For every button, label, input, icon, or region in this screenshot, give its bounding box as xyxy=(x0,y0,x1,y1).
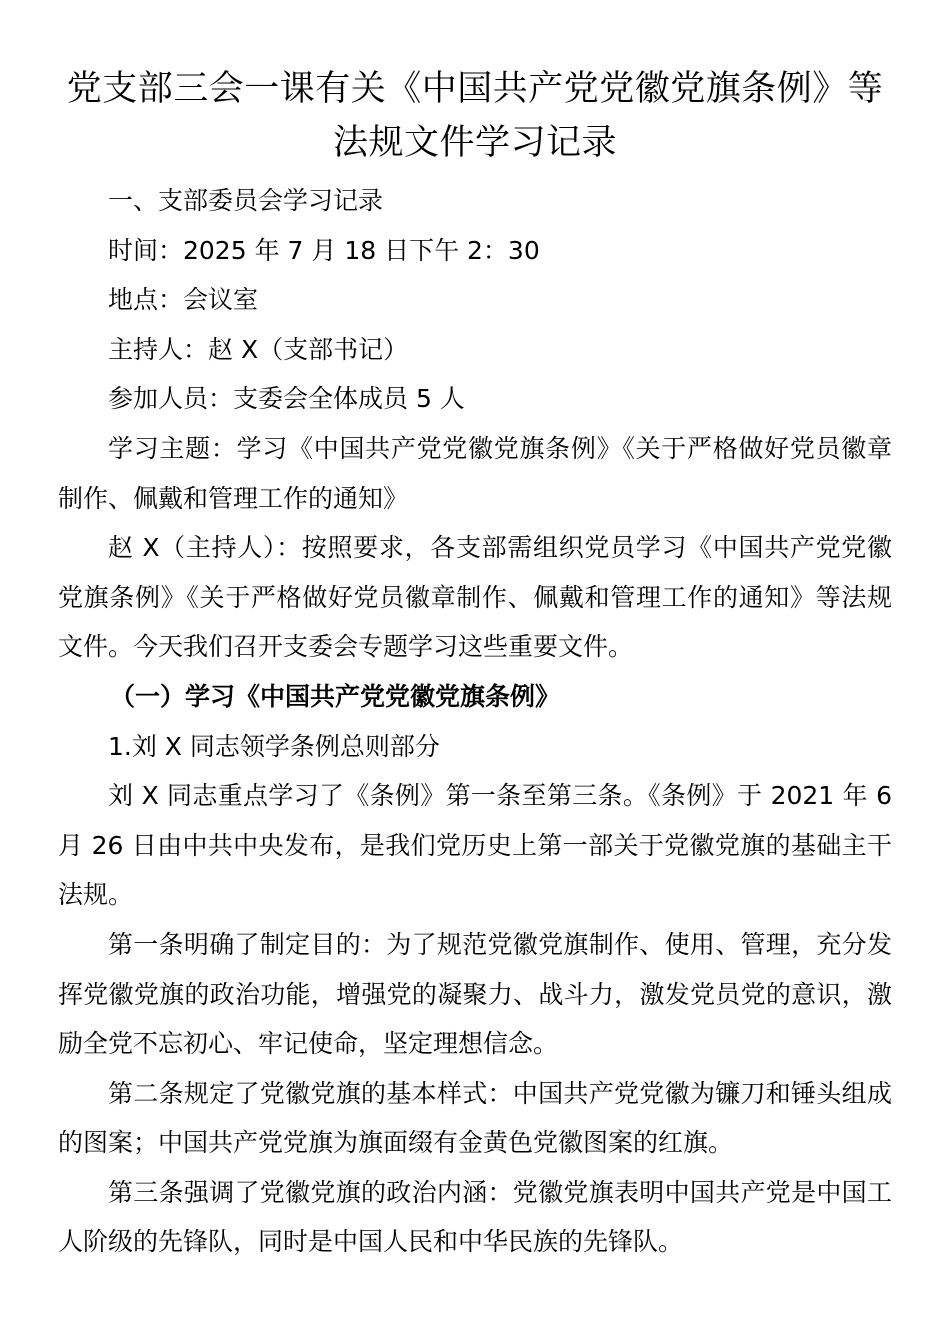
host-intro-paragraph: 赵 X（主持人）：按照要求，各支部需组织党员学习《中国共产党党徽党旗条例》《关于严格做好党员徽章制作、佩戴和管理工作的通知》等法规文件。今天我们召开支委会专题学习这些重要文件。 xyxy=(58,533,892,662)
subsection-heading: （一）学习《中国共产党党徽党旗条例》 xyxy=(110,681,561,711)
document-title xyxy=(58,62,892,170)
meeting-location: 地点：会议室 xyxy=(108,285,259,315)
meeting-attendees: 参加人员：支委会全体成员 5 人 xyxy=(108,384,465,414)
meeting-topic: 学习主题：学习《中国共产党党徽党旗条例》《关于严格做好党员徽章制作、佩戴和管理工作的通知》 xyxy=(58,433,892,513)
meeting-time: 时间：2025 年 7 月 18 日下午 2：30 xyxy=(108,235,540,265)
section-heading: 一、支部委员会学习记录 xyxy=(108,186,384,215)
title-line-1: 党支部三会一课有关《中国共产党党徽党旗条例》等 xyxy=(66,69,884,109)
title-line-2: 法规文件学习记录 xyxy=(332,123,617,163)
article-2-paragraph: 第二条规定了党徽党旗的基本样式：中国共产党党徽为镰刀和锤头组成的图案；中国共产党党旗为旗面缀有金黄色党徽图案的红旗。 xyxy=(58,1078,892,1158)
article-1-paragraph: 第一条明确了制定目的：为了规范党徽党旗制作、使用、管理，充分发挥党徽党旗的政治功能，增强党的凝聚力、战斗力，激发党员党的意识，激励全党不忘初心、牢记使命，坚定理想信念。 xyxy=(58,929,892,1059)
item-paragraph: 刘 X 同志重点学习了《条例》第一条至第三条。《条例》于 2021 年 6 月 26 日由中共中央发布，是我们党历史上第一部关于党徽党旗的基础主干法规。 xyxy=(58,781,892,910)
article-3-paragraph: 第三条强调了党徽党旗的政治内涵：党徽党旗表明中国共产党是中国工人阶级的先锋队，同时是中国人民和中华民族的先锋队。 xyxy=(58,1177,892,1257)
meeting-host: 主持人：赵 X（支部书记） xyxy=(108,334,409,364)
item-heading: 1.刘 X 同志领学条例总则部分 xyxy=(108,731,440,761)
